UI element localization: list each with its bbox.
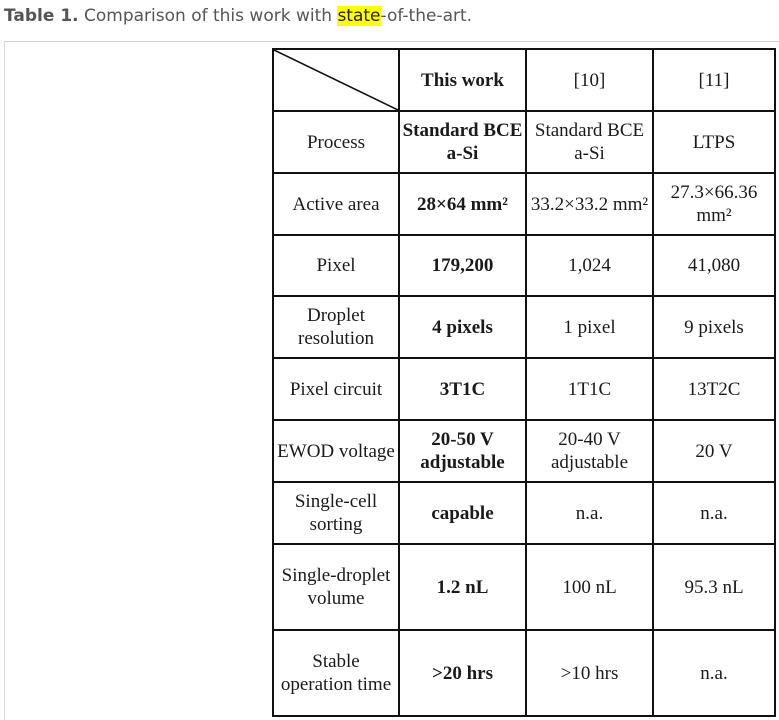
header-ref-11: [11]: [653, 49, 775, 111]
cell-this-work: 179,200: [399, 235, 526, 296]
cell-ref-11: 95.3 nL: [653, 544, 775, 630]
cell-ref-10: 33.2×33.2 mm²: [526, 173, 653, 235]
cell-ref-11: 20 V: [653, 420, 775, 482]
row-label: Pixel circuit: [273, 358, 399, 420]
cell-this-work: 3T1C: [399, 358, 526, 420]
row-label: Single-droplet volume: [273, 544, 399, 630]
table-row: [273, 235, 775, 296]
table-label: Table 1.: [4, 6, 79, 26]
cell-ref-11: LTPS: [653, 111, 775, 173]
row-label: Process: [273, 111, 399, 173]
row-label: Stable operation time: [273, 630, 399, 716]
row-label: Single-cell sorting: [273, 482, 399, 544]
table-row: [273, 544, 775, 630]
table-row: [273, 630, 775, 716]
row-label: Pixel: [273, 235, 399, 296]
caption-highlight: state: [337, 6, 381, 26]
cell-this-work: 4 pixels: [399, 296, 526, 358]
row-label: Droplet resolution: [273, 296, 399, 358]
cell-ref-11: 13T2C: [653, 358, 775, 420]
cell-ref-10: 100 nL: [526, 544, 653, 630]
cell-ref-10: Standard BCE a-Si: [526, 111, 653, 173]
cell-this-work: 1.2 nL: [399, 544, 526, 630]
cell-ref-11: n.a.: [653, 482, 775, 544]
cell-ref-10: 1T1C: [526, 358, 653, 420]
cell-ref-11: 27.3×66.36 mm²: [653, 173, 775, 235]
cell-this-work: 28×64 mm²: [399, 173, 526, 235]
table-row: [273, 482, 775, 544]
cell-ref-10: 1,024: [526, 235, 653, 296]
cell-ref-10: 20-40 V adjustable: [526, 420, 653, 482]
diagonal-line-icon: [274, 50, 398, 110]
header-this-work: This work: [399, 49, 526, 111]
cell-this-work: >20 hrs: [399, 630, 526, 716]
diagonal-header-cell: [273, 49, 399, 111]
content-left-border: [4, 41, 5, 720]
cell-ref-11: 41,080: [653, 235, 775, 296]
cell-ref-10: 1 pixel: [526, 296, 653, 358]
cell-ref-10: n.a.: [526, 482, 653, 544]
cell-ref-11: 9 pixels: [653, 296, 775, 358]
table-row: [273, 358, 775, 420]
cell-this-work: Standard BCE a-Si: [399, 111, 526, 173]
cell-ref-10: >10 hrs: [526, 630, 653, 716]
caption-divider: [4, 41, 779, 42]
header-ref-10: [10]: [526, 49, 653, 111]
cell-this-work: capable: [399, 482, 526, 544]
comparison-table: [272, 48, 776, 717]
caption-text: Comparison of this work with: [78, 6, 338, 26]
row-label: Active area: [273, 173, 399, 235]
caption-text-end: -of-the-art.: [380, 6, 473, 26]
table-row: [273, 111, 775, 173]
table-row: [273, 173, 775, 235]
cell-this-work: 20-50 V adjustable: [399, 420, 526, 482]
table-row: [273, 296, 775, 358]
table-header-row: [273, 49, 775, 111]
table-row: [273, 420, 775, 482]
table-caption: [4, 6, 472, 26]
cell-ref-11: n.a.: [653, 630, 775, 716]
row-label: EWOD voltage: [273, 420, 399, 482]
